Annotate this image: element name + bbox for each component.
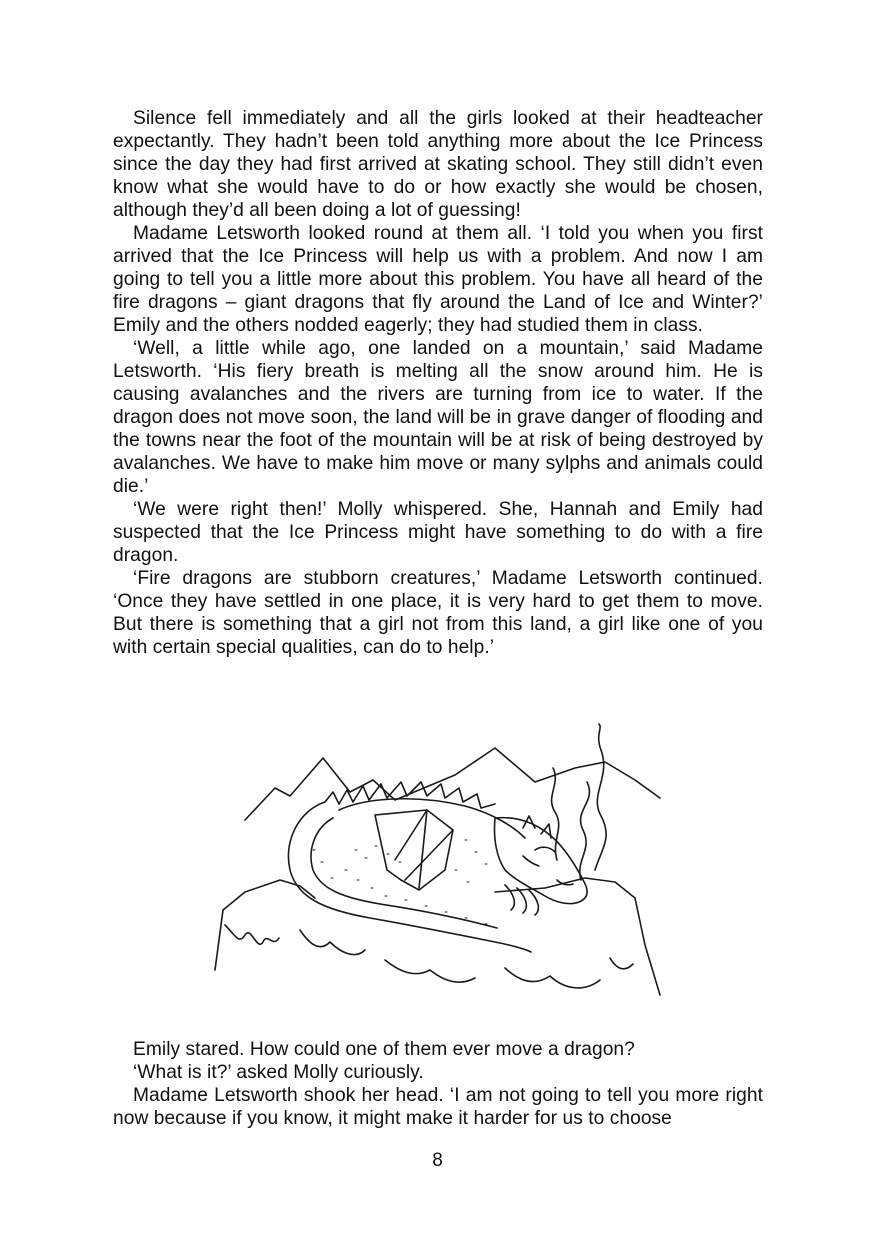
paragraph: ‘We were right then!’ Molly whispered. She, Hannah and Emily had suspected that the Ice Princess might have something to do with a fire dragon.	[113, 499, 763, 566]
paragraph: ‘What is it?’ asked Molly curiously.	[133, 1062, 424, 1083]
paragraph: ‘Well, a little while ago, one landed on a mountain,’ said Madame Letsworth. ‘His fiery breath is melting all the snow around him. He is causing avalanches and the rivers are turning from ice to water. If the dragon does not move soon, the land will be in grave danger of flooding and the towns near the foot of the mountain will be at risk of being destroyed by avalanches. We have to make him move or many sylphs and animals could die.’	[113, 338, 763, 497]
paragraph: Silence fell immediately and all the girls looked at their headteacher expectantly. They hadn’t been told anything more about the Ice Princess since the day they had first arrived at skating school. They still didn’t even know what she would have to do or how exactly she would be chosen, although they’d all been doing a lot of guessing!	[113, 108, 763, 221]
rock-ledge	[215, 878, 660, 995]
dragon-wing	[375, 810, 453, 890]
paragraph: Madame Letsworth looked round at them all. ‘I told you when you first arrived that the Ice Princess will help us with a problem. And now I am going to tell you a little more about this problem. You have all heard of the fire dragons – giant dragons that fly around the Land of Ice and Winter?’ Emily and the others nodded eagerly; they had studied them in class.	[113, 223, 763, 336]
paragraph: Madame Letsworth shook her head. ‘I am not going to tell you more right now because if you know, it might make it harder for us to choose	[113, 1085, 763, 1129]
dragon-spikes	[325, 782, 495, 808]
paragraph: Emily stared. How could one of them ever move a dragon?	[133, 1039, 635, 1060]
story-text-bottom	[113, 1038, 763, 1130]
story-text-top	[113, 107, 763, 659]
smoke	[580, 782, 590, 880]
sleeping-dragon-illustration	[205, 720, 675, 1005]
paragraph: ‘Fire dragons are stubborn creatures,’ Madame Letsworth continued. ‘Once they have settled in one place, it is very hard to get them to move. But there is something that a girl not from this land, a girl like one of you with certain special qualities, can do to help.’	[113, 568, 763, 658]
page-number: 8	[432, 1150, 443, 1171]
